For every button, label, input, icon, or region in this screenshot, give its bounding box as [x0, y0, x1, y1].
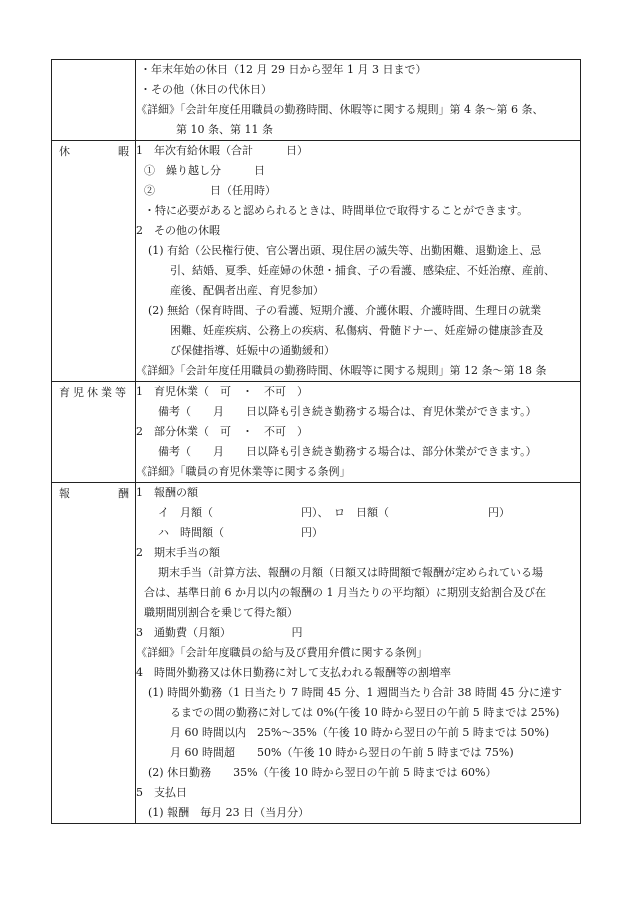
- text-line: び保健指導、妊娠中の通勤緩和）: [170, 344, 335, 357]
- row-label-cell: [52, 141, 136, 382]
- table-body: [52, 60, 581, 824]
- text-line: (2) 無給（保育時間、子の看護、短期介護、介護休暇、介護時間、生理日の就業: [148, 304, 542, 317]
- text-line: 4 時間外勤務又は休日勤務に対して支払われる報酬等の割増率: [136, 666, 451, 679]
- row-content-cell: [136, 483, 581, 824]
- row-label-cell: [52, 483, 136, 824]
- text-line: 2 部分休業（ 可 ・ 不可 ）: [136, 425, 308, 438]
- text-line: 期末手当（計算方法、報酬の月額（日額又は時間額で報酬が定められている場: [158, 566, 543, 579]
- text-line: ・その他（休日の代休日）: [140, 83, 272, 96]
- row-label-text: 育児休業等: [59, 386, 129, 399]
- text-line: 《詳細》「職員の育児休業等に関する条例」: [136, 465, 351, 478]
- row-label-text: 報: [59, 487, 70, 500]
- text-line: 備考（ 月 日以降も引き続き勤務する場合は、育児休業ができます。）: [158, 405, 537, 418]
- text-line: るまでの間の勤務に対しては 0%(午後 10 時から翌日の午前 5 時までは 25%): [170, 706, 560, 719]
- text-line: ハ 時間額（ 円）: [158, 526, 323, 539]
- row-label: [52, 60, 135, 82]
- text-line: 困難、妊産疾病、公務上の疾病、私傷病、骨髄ドナー、妊産婦の健康診査及: [170, 324, 544, 337]
- row-label-cell: [52, 382, 136, 483]
- text-line: 月 60 時間以内 25%～35%（午後 10 時から翌日の午前 5 時までは 50%): [170, 726, 550, 739]
- text-line: 月 60 時間超 50%（午後 10 時から翌日の午前 5 時までは 75%): [170, 746, 514, 759]
- text-line: (1) 時間外勤務（1 日当たり 7 時間 45 分、1 週間当たり合計 38 時間 45 分に達す: [148, 686, 563, 699]
- text-line: 備考（ 月 日以降も引き続き勤務する場合は、部分休業ができます。）: [158, 445, 537, 458]
- text-line: (1) 報酬 毎月 23 日（当月分）: [148, 806, 310, 819]
- row-content-cell: [136, 141, 581, 382]
- text-line: ・特に必要があると認められるときは、時間単位で取得することができます。: [144, 204, 529, 217]
- row-label: [52, 483, 135, 505]
- text-line: ① 繰り越し分 日: [144, 164, 265, 177]
- table-row: [52, 141, 581, 382]
- text-line: 2 その他の休暇: [136, 224, 220, 237]
- text-line: 1 育児休業（ 可 ・ 不可 ）: [136, 385, 308, 398]
- text-line: (2) 休日勤務 35%（午後 10 時から翌日の午前 5 時までは 60%）: [148, 766, 497, 779]
- table-row: [52, 483, 581, 824]
- row-label: [52, 141, 135, 163]
- text-line: 合は、基準日前 6 か月以内の報酬の 1 月当たりの平均額）に期別支給割合及び在: [144, 586, 546, 599]
- row-content-cell: [136, 60, 581, 141]
- text-line: 1 報酬の額: [136, 486, 198, 499]
- row-label-text: 酬: [118, 487, 129, 500]
- text-line: 3 通勤費（月額） 円: [136, 626, 303, 639]
- text-line: 《詳細》「会計年度任用職員の勤務時間、休暇等に関する規則」第 12 条～第 18 条: [136, 364, 547, 377]
- table-row: [52, 60, 581, 141]
- row-label-cell: [52, 60, 136, 141]
- text-line: 職期間別割合を乗じて得た額）: [144, 606, 298, 619]
- table-row: [52, 382, 581, 483]
- document-table: [51, 59, 581, 824]
- row-label-text: 暇: [118, 145, 129, 158]
- text-line: 引、結婚、夏季、妊産婦の休憩・捕食、子の看護、感染症、不妊治療、産前、: [170, 264, 555, 277]
- text-line: 《詳細》「会計年度任用職員の勤務時間、休暇等に関する規則」第 4 条～第 6 条、: [136, 103, 544, 116]
- row-content-cell: [136, 382, 581, 483]
- text-line: 第 10 条、第 11 条: [176, 123, 273, 136]
- text-line: 2 期末手当の額: [136, 546, 220, 559]
- text-line: ② 日（任用時）: [144, 184, 276, 197]
- text-line: イ 月額（ 円）、 ロ 日額（ 円）: [158, 506, 510, 519]
- text-line: ・年末年始の休日（12 月 29 日から翌年 1 月 3 日まで）: [140, 63, 427, 76]
- text-line: (1) 有給（公民権行使、官公署出頭、現住居の滅失等、出勤困難、退勤途上、忌: [148, 244, 542, 257]
- text-line: 5 支払日: [136, 786, 187, 799]
- row-label-text: 休: [59, 145, 70, 158]
- text-line: 産後、配偶者出産、育児参加）: [170, 284, 324, 297]
- text-line: 1 年次有給休暇（合計 日）: [136, 144, 308, 157]
- row-label: [52, 382, 135, 404]
- text-line: 《詳細》「会計年度職員の給与及び費用弁償に関する条例」: [136, 646, 428, 659]
